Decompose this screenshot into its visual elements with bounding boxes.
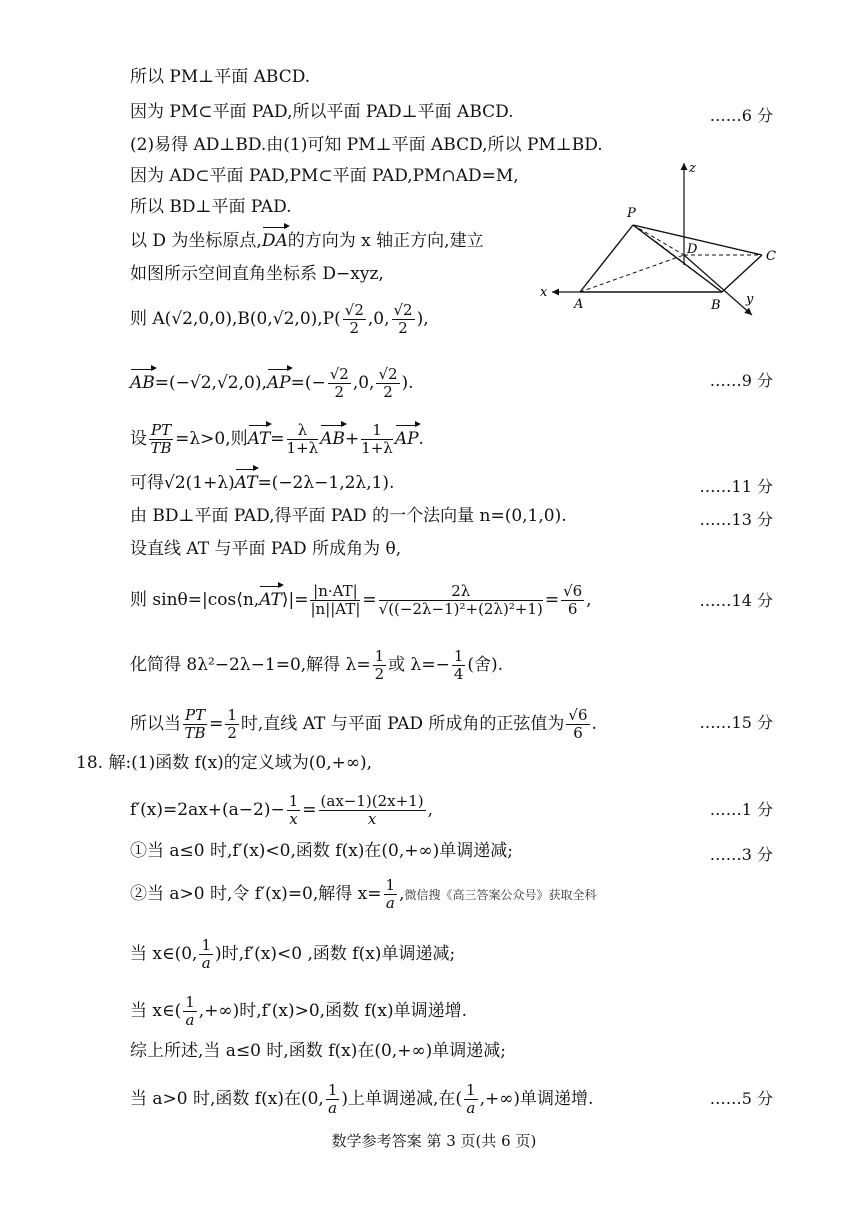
question-18-heading: 18. 解:(1)函数 f(x)的定义域为(0,+∞), [76, 753, 373, 773]
label-C: C [766, 249, 776, 264]
score-mark: ……5 分 [709, 1089, 773, 1108]
derivative-line: f′(x)=2ax+(a−2)− $\frac{1}{x}$ = $\frac{(ax-1)(2x+1)}{x}$ , [130, 792, 433, 828]
text-line: 化简得 8λ²−2λ−1=0,解得 λ= $\frac{1}{2}$ 或 λ=− $\frac{1}{4}$ (舍). [130, 647, 504, 683]
score-mark: ……1 分 [709, 800, 773, 819]
watermark-text: 微信搜《高三答案公众号》获取全科 [404, 888, 597, 902]
label-x: x [540, 285, 548, 300]
text-line: 如图所示空间直角坐标系 D−xyz, [130, 264, 384, 284]
coordinate-figure [530, 155, 800, 330]
label-P: P [627, 206, 636, 221]
label-A: A [574, 297, 584, 312]
label-D: D [687, 242, 698, 257]
text-line: 以 D 为坐标原点,DA的方向为 x 轴正方向,建立 [130, 231, 484, 251]
page-footer: 数学参考答案 第 3 页(共 6 页) [331, 1132, 537, 1150]
text-line: 所以当 $\frac{PT}{TB}$ = $\frac{1}{2}$ 时,直线 AT 与平面 PAD 所成角的正弦值为 $\frac{√6}{6}$ . [130, 706, 597, 742]
text-line: 当 x∈( $\frac{1}{a}$ ,+∞)时,f′(x)>0,函数 f(x)单调递增. [130, 993, 468, 1029]
text-line: ②当 a>0 时,令 f′(x)=0,解得 x= $\frac{1}{a}$ ,微信搜《高三答案公众号》获取全科 [130, 876, 597, 912]
lambda-line: 设 $\frac{PT}{TB}$ =λ>0,则AT= $\frac{\lambda}{1+\lambda}$ AB+ $\frac{1}{1+\lambda}$ AP. [130, 421, 424, 457]
score-mark: ……6 分 [709, 106, 773, 125]
label-B: B [711, 298, 721, 313]
text-line: 所以 BD⊥平面 PAD. [130, 197, 292, 217]
text-line: 设直线 AT 与平面 PAD 所成角为 θ, [130, 539, 402, 559]
coordinates-line: 则 A(√2,0,0),B(0,√2,0),P( $\frac{√2}{2}$ ,0, $\frac{√2}{2}$ ), [130, 301, 429, 337]
text-line: 所以 PM⊥平面 ABCD. [130, 67, 311, 87]
score-mark: ……9 分 [709, 371, 773, 390]
text-line: 当 x∈(0, $\frac{1}{a}$ )时,f′(x)<0 ,函数 f(x)单调递减; [130, 936, 456, 972]
text-line: 综上所述,当 a≤0 时,函数 f(x)在(0,+∞)单调递减; [130, 1041, 506, 1061]
text-line: 由 BD⊥平面 PAD,得平面 PAD 的一个法向量 n=(0,1,0). [130, 506, 567, 526]
score-mark: ……3 分 [709, 845, 773, 864]
text-line: 因为 PM⊂平面 PAD,所以平面 PAD⊥平面 ABCD. [130, 102, 514, 122]
text-line: (2)易得 AD⊥BD.由(1)可知 PM⊥平面 ABCD,所以 PM⊥BD. [130, 135, 603, 155]
score-mark: ……14 分 [699, 591, 773, 610]
score-mark: ……11 分 [699, 477, 773, 496]
score-mark: ……13 分 [699, 510, 773, 529]
text-line: ①当 a≤0 时,f′(x)<0,函数 f(x)在(0,+∞)单调递减; [130, 841, 514, 861]
text-line: 因为 AD⊂平面 PAD,PM⊂平面 PAD,PM∩AD=M, [130, 166, 519, 186]
sin-theta-line: 则 sinθ=|cos⟨n,AT⟩|= $\frac{|n\cdot AT|}{|n||AT|}$ = $\frac{2\lambda}{\text{√((−2λ−1)²+(2λ)²+1)}}$ = $\frac{√6}{6}$ , [130, 582, 592, 618]
vectors-line: AB=(−√2,√2,0),AP=(− $\frac{√2}{2}$ ,0, $\frac{√2}{2}$ ). [130, 365, 414, 401]
text-line: 可得√2(1+λ)AT=(−2λ−1,2λ,1). [130, 473, 395, 493]
label-y: y [746, 292, 754, 307]
score-mark: ……15 分 [699, 713, 773, 732]
label-z: z [689, 161, 696, 176]
text-line: 当 a>0 时,函数 f(x)在(0, $\frac{1}{a}$ )上单调递减,在( $\frac{1}{a}$ ,+∞)单调递增. [130, 1081, 594, 1117]
